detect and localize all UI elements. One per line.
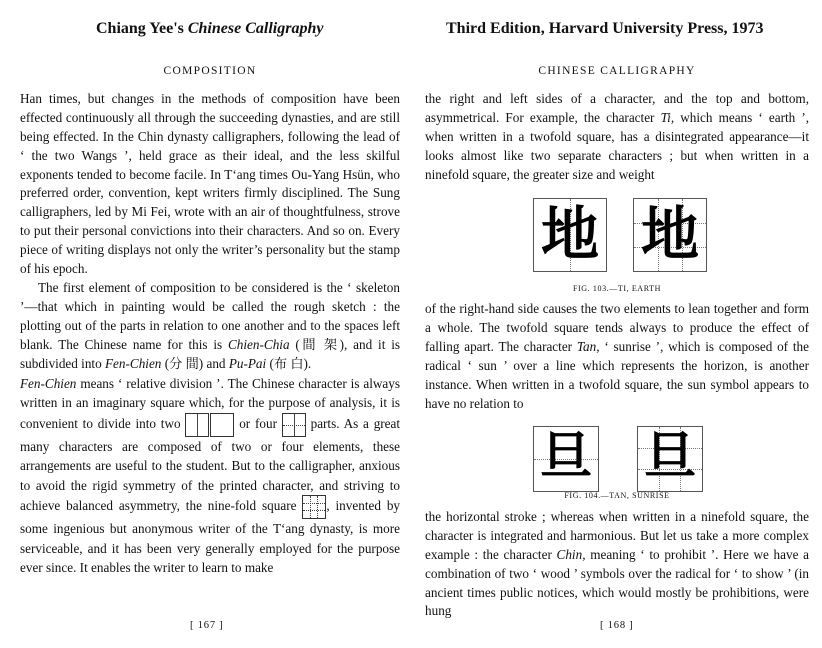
right-p2-text-a: of the right-hand side causes the two elements to lean together and form a whole. The twofold square tends always to produce the effect of falling apart. The character <box>425 301 809 355</box>
fig103-char-twofold: 地 <box>540 201 599 267</box>
left-paragraph-3 <box>20 374 400 578</box>
term-chien-chia-chars: (間 架) <box>295 336 345 352</box>
fourfold-square-icon <box>282 413 306 437</box>
right-p1-text-b: which means ‘ earth ’, when written in a twofold square, has a disintegrated appearance—it looks almost like two separate characters ; but when written in a ninefold square, the greater size and weight <box>425 109 810 182</box>
header-book-title: Chinese Calligraphy <box>187 20 324 37</box>
term-pu-pai: Pu-Pai <box>228 355 267 371</box>
fig104-ninefold-square <box>637 426 703 492</box>
term-ti: Ti, <box>660 109 675 125</box>
right-p1-text-a: the right and left sides of a character, and the top and bottom, asymmetrical. For example, the character <box>425 90 809 125</box>
right-running-head: CHINESE CALLIGRAPHY <box>538 65 696 77</box>
right-paragraph-2 <box>425 300 809 413</box>
header-left <box>96 20 323 38</box>
left-p2-text-c: and <box>206 355 226 371</box>
left-p3-text-d: , invented by some ingenious but anonymous writer of the T‘ang dynasty, is more serviceable, and it has been very generally employed for the purpose ever since. It enables the writer to learn to make <box>20 498 401 575</box>
fig104-caption: FIG. 104.—TAN, SUNRISE <box>564 490 670 500</box>
left-page <box>20 62 400 578</box>
term-chien-chia: Chien-Chia <box>228 336 290 352</box>
twofold-square-icon-2 <box>210 413 234 437</box>
left-page-number: [ 167 ] <box>190 620 224 631</box>
left-p2-text-a: The first element of composition to be considered is the ‘ skeleton ’—that which in painting would be called the rough sketch : the plotting out of the parts in relation to one another and to the spaces left blank. The Chinese name for this is <box>20 279 400 352</box>
figure-104 <box>425 414 809 508</box>
twofold-square-icon <box>185 413 209 437</box>
right-p2-text-b: ‘ sunrise ’, which is composed of the radical ‘ sun ’ over a line which represents the horizon, is another instance. When written in a twofold square, the sun symbol appears to have no relation to <box>425 339 809 411</box>
left-p3-text-b: or four <box>239 415 277 431</box>
left-p2-text-b: , and it is subdivided into <box>20 336 400 371</box>
fig104-twofold-square <box>533 426 599 492</box>
right-page-number: [ 168 ] <box>600 620 634 631</box>
fig104-char-twofold: 旦 <box>539 429 592 487</box>
term-chin: Chin, <box>556 546 586 562</box>
figure-103 <box>425 184 809 300</box>
ninefold-square-icon <box>302 495 326 519</box>
left-paragraph-2 <box>20 279 400 374</box>
left-paragraph-1: Han times, but changes in the methods of composition have been effected continuously all through the succeeding dynasties, and are still being effected. In the Chin dynasty calligraphers, following the lead of ‘ the two Wangs ’, held grace as their ideal, and the less skilful exponents tended to become facile. In T‘ang times Ou-Yang Hsün, who preferred order, convention, kept writers firmly disciplined. The Sung calligraphers, led by Mi Fei, wrote with an air of thoughtfulness, strove to put their personal convictions into their characters. And so on. Every piece of writing displays not only the writer’s personality but the stamp of his epoch. <box>20 90 400 277</box>
fig103-caption: FIG. 103.—TI, EARTH <box>572 283 662 293</box>
fig103-twofold-square <box>533 198 607 272</box>
term-tan: Tan, <box>576 339 600 355</box>
term-fen-chien: Fen-Chien <box>105 355 162 371</box>
fig104-char-ninefold: 旦 <box>643 429 696 487</box>
right-p3-text-b: meaning ‘ to prohibit ’. Here we have a combination of two ‘ wood ’ symbols over the radical for ‘ to show ’ (in ancient times public notices, which would mostly be prohibitions, were hung <box>425 546 810 619</box>
fig103-ninefold-square <box>633 198 707 272</box>
right-p3-text-a: the horizontal stroke ; whereas when written in a ninefold square, the character is integrated and harmonious. But let us take a more complex example : the character <box>425 508 809 562</box>
left-p3-text-c: parts. As a great many characters are composed of two or four elements, these arrangements are useful to the student. But to the calligrapher, anxious to avoid the rigid symmetry of the printed character, and striving to achieve balanced asymmetry, the nine-fold square <box>20 415 401 514</box>
header-author: Chiang Yee's <box>96 20 184 37</box>
fig103-char-ninefold: 地 <box>640 201 699 267</box>
right-paragraph-1 <box>425 90 809 185</box>
term-fen-chien-chars: (分 間) <box>164 355 204 371</box>
left-running-head: COMPOSITION <box>163 65 257 77</box>
header-right: Third Edition, Harvard University Press, 1973 <box>446 20 764 37</box>
left-p3-text-a: means ‘ relative division ’. The Chinese character is always written in an imaginary square which, for the purpose of analysis, it is convenient to divide into two <box>20 375 401 431</box>
right-page <box>425 62 809 621</box>
term-pu-pai-chars: (布 白). <box>269 355 312 371</box>
term-fen-chien-2: Fen-Chien <box>20 375 77 391</box>
right-paragraph-3 <box>425 508 809 621</box>
